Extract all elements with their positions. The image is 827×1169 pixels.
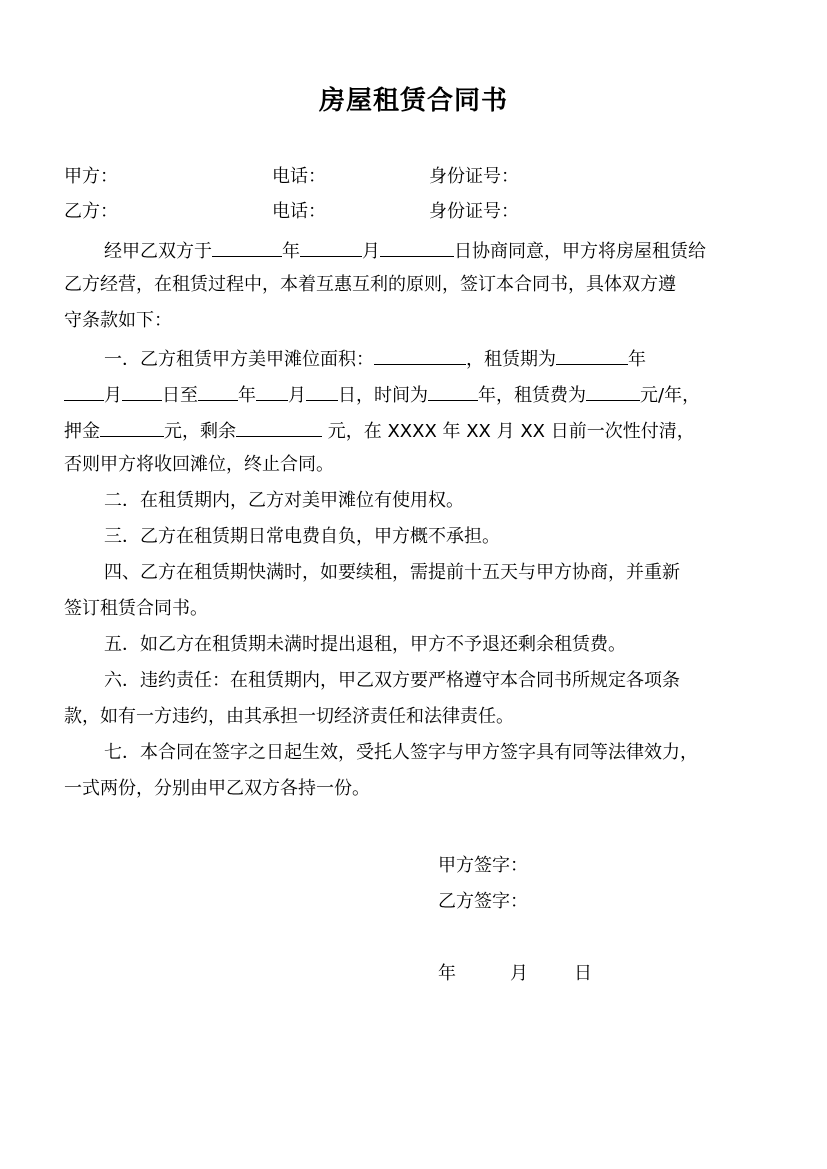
blank-end-day bbox=[306, 382, 338, 401]
clause-1-year3: 年，租赁费为 bbox=[478, 385, 586, 406]
clause-6-line-1: 六．违约责任：在租赁期内，甲乙双方要严格遵守本合同书所规定各项条 bbox=[104, 670, 680, 691]
clause-2: 二．在租赁期内，乙方对美甲滩位有使用权。 bbox=[104, 490, 464, 511]
blank-end-year bbox=[198, 382, 238, 401]
intro-line-1 bbox=[104, 238, 764, 263]
party-a-phone-label: 电话： bbox=[272, 166, 326, 187]
intro-start: 经甲乙双方于 bbox=[104, 241, 212, 262]
party-b-id-label: 身份证号： bbox=[429, 201, 519, 222]
clause-5: 五．如乙方在租赁期未满时提出退租，甲方不予退还剩余租赁费。 bbox=[104, 634, 626, 655]
blank-day bbox=[380, 238, 454, 257]
blank-deposit bbox=[100, 418, 164, 437]
party-b-signature-label: 乙方签字： bbox=[438, 891, 528, 912]
party-a-id-label: 身份证号： bbox=[429, 166, 519, 187]
blank-remain bbox=[236, 418, 322, 437]
clause-4-line-1: 四、乙方在租赁期快满时，如要续租，需提前十五天与甲方协商，并重新 bbox=[104, 562, 680, 583]
sign-date-year: 年 bbox=[438, 963, 456, 984]
blank-year bbox=[212, 238, 282, 257]
clause-1-month2: 月 bbox=[288, 385, 306, 406]
clause-1-before: 元，在 XXXX 年 XX 月 XX 日前一次性付清， bbox=[327, 421, 695, 442]
blank-area bbox=[374, 346, 466, 365]
blank-end-month bbox=[256, 382, 288, 401]
party-b-label: 乙方： bbox=[64, 201, 118, 222]
intro-line-3: 守条款如下： bbox=[64, 310, 172, 331]
clause-7-line-1: 七．本合同在签字之日起生效，受托人签字与甲方签字具有同等法律效力， bbox=[104, 742, 698, 763]
page-title: 房屋租赁合同书 bbox=[318, 86, 508, 116]
intro-year: 年 bbox=[282, 241, 300, 262]
blank-month bbox=[300, 238, 362, 257]
blank-fee bbox=[586, 382, 640, 401]
clause-7-line-2: 一式两份，分别由甲乙双方各持一份。 bbox=[64, 778, 370, 799]
clause-1-year: 年 bbox=[628, 349, 646, 370]
intro-month: 月 bbox=[362, 241, 380, 262]
party-b-phone-label: 电话： bbox=[272, 201, 326, 222]
clause-6-line-2: 款，如有一方违约，由其承担一切经济责任和法律责任。 bbox=[64, 706, 514, 727]
intro-day-agree: 日协商同意，甲方将房屋租赁给 bbox=[454, 241, 706, 262]
clause-1-start: 一．乙方租赁甲方美甲滩位面积： bbox=[104, 349, 374, 370]
clause-3: 三．乙方在租赁期日常电费自负，甲方概不承担。 bbox=[104, 526, 500, 547]
clause-1-deposit: 押金 bbox=[64, 421, 100, 442]
clause-1-day-to: 日至 bbox=[162, 385, 198, 406]
intro-line-2: 乙方经营，在租赁过程中，本着互惠互利的原则，签订本合同书，具体双方遵 bbox=[64, 274, 676, 295]
clause-1-day2: 日，时间为 bbox=[338, 385, 428, 406]
blank-period bbox=[556, 346, 628, 365]
sign-date-day: 日 bbox=[574, 963, 592, 984]
sign-date-month: 月 bbox=[510, 963, 528, 984]
clause-1-line-4: 否则甲方将收回滩位，终止合同。 bbox=[64, 454, 334, 475]
clause-4-line-2: 签订租赁合同书。 bbox=[64, 598, 208, 619]
clause-1-line-3 bbox=[64, 418, 764, 443]
clause-1-year2: 年 bbox=[238, 385, 256, 406]
clause-1-line-2 bbox=[64, 382, 764, 407]
blank-start-month bbox=[64, 382, 104, 401]
clause-1-line-1 bbox=[104, 346, 764, 371]
party-a-signature-label: 甲方签字： bbox=[438, 855, 528, 876]
party-a-label: 甲方： bbox=[64, 166, 118, 187]
clause-1-per-year: 元/年， bbox=[640, 385, 701, 406]
blank-duration bbox=[428, 382, 478, 401]
blank-start-day bbox=[122, 382, 162, 401]
clause-1-month: 月 bbox=[104, 385, 122, 406]
clause-1-remain: 元，剩余 bbox=[164, 421, 236, 442]
clause-1-period: ，租赁期为 bbox=[466, 349, 556, 370]
